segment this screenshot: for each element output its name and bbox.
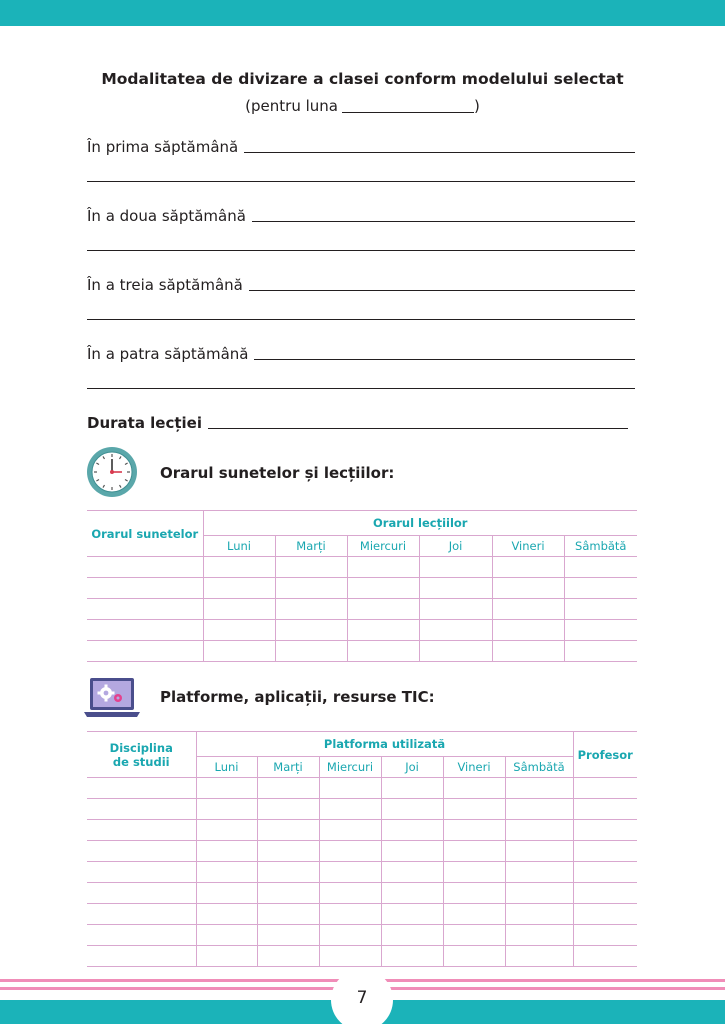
table-cell[interactable]: [275, 557, 347, 578]
table-cell[interactable]: [87, 883, 196, 904]
schedule-group-header: Orarul lecțiilor: [203, 511, 637, 536]
week-2-line-2[interactable]: [87, 250, 635, 251]
table-cell[interactable]: [443, 841, 505, 862]
week-4-blank[interactable]: [254, 358, 635, 360]
table-cell[interactable]: [381, 883, 443, 904]
table-cell[interactable]: [443, 904, 505, 925]
week-3-blank[interactable]: [249, 289, 635, 291]
table-cell[interactable]: [492, 599, 564, 620]
platforms-section-title: Platforme, aplicații, resurse TIC:: [160, 688, 435, 706]
table-cell[interactable]: [381, 778, 443, 799]
subtitle-prefix: (pentru luna: [245, 97, 338, 115]
table-cell[interactable]: [275, 620, 347, 641]
page-subtitle: [0, 97, 725, 115]
table-cell[interactable]: [87, 820, 196, 841]
schedule-day-header: Vineri: [492, 536, 564, 557]
table-cell[interactable]: [87, 778, 196, 799]
week-2-blank[interactable]: [252, 220, 635, 222]
table-cell[interactable]: [505, 820, 573, 841]
week-4-label: În a patra săptămână: [87, 345, 249, 363]
table-cell[interactable]: [381, 904, 443, 925]
table-cell[interactable]: [443, 820, 505, 841]
month-blank[interactable]: [342, 98, 474, 113]
duration-label: Durata lecției: [87, 414, 202, 432]
table-row: [87, 820, 637, 841]
platforms-group-header: Platforma utilizată: [196, 732, 573, 757]
table-cell[interactable]: [419, 557, 492, 578]
table-cell[interactable]: [505, 883, 573, 904]
table-cell[interactable]: [381, 799, 443, 820]
table-row: [87, 904, 637, 925]
table-cell[interactable]: [505, 946, 573, 967]
table-cell[interactable]: [381, 946, 443, 967]
table-cell[interactable]: [505, 841, 573, 862]
platforms-table: [87, 731, 637, 967]
table-cell[interactable]: [319, 925, 381, 946]
table-cell[interactable]: [196, 862, 257, 883]
table-row: [87, 599, 637, 620]
table-cell[interactable]: [257, 778, 319, 799]
table-cell[interactable]: [573, 841, 637, 862]
table-cell[interactable]: [203, 641, 275, 662]
table-cell[interactable]: [319, 904, 381, 925]
table-cell[interactable]: [505, 862, 573, 883]
table-cell[interactable]: [196, 883, 257, 904]
week-3-line-2[interactable]: [87, 319, 635, 320]
duration-blank[interactable]: [208, 427, 628, 429]
table-cell[interactable]: [87, 620, 203, 641]
table-row: [87, 883, 637, 904]
table-cell[interactable]: [573, 820, 637, 841]
table-cell[interactable]: [573, 778, 637, 799]
table-cell[interactable]: [492, 620, 564, 641]
table-cell[interactable]: [87, 946, 196, 967]
schedule-day-header: Luni: [203, 536, 275, 557]
table-cell[interactable]: [196, 925, 257, 946]
teacher-col-header: Profesor: [573, 732, 637, 778]
discipline-line-1: Disciplina: [109, 740, 173, 755]
table-cell[interactable]: [564, 578, 637, 599]
table-cell[interactable]: [196, 904, 257, 925]
table-cell[interactable]: [87, 862, 196, 883]
week-3-row: [87, 276, 635, 294]
platforms-day-header: Miercuri: [319, 757, 381, 778]
table-cell[interactable]: [275, 599, 347, 620]
table-cell[interactable]: [257, 799, 319, 820]
table-cell[interactable]: [347, 578, 419, 599]
table-cell[interactable]: [196, 841, 257, 862]
platforms-day-header: Marți: [257, 757, 319, 778]
table-cell[interactable]: [419, 620, 492, 641]
table-cell[interactable]: [443, 946, 505, 967]
table-cell[interactable]: [505, 904, 573, 925]
table-row: [87, 778, 637, 799]
table-cell[interactable]: [564, 641, 637, 662]
week-2-label: În a doua săptămână: [87, 207, 246, 225]
table-cell[interactable]: [419, 578, 492, 599]
platforms-day-header: Vineri: [443, 757, 505, 778]
week-1-blank[interactable]: [244, 151, 635, 153]
table-row: [87, 620, 637, 641]
table-cell[interactable]: [87, 925, 196, 946]
table-cell[interactable]: [203, 578, 275, 599]
table-cell[interactable]: [492, 578, 564, 599]
table-cell[interactable]: [257, 925, 319, 946]
table-cell[interactable]: [381, 820, 443, 841]
platforms-day-header: Sâmbătă: [505, 757, 573, 778]
week-1-label: În prima săptămână: [87, 138, 239, 156]
table-cell[interactable]: [381, 925, 443, 946]
table-cell[interactable]: [319, 946, 381, 967]
table-cell[interactable]: [319, 841, 381, 862]
table-cell[interactable]: [347, 620, 419, 641]
page-number: 7: [356, 988, 368, 1008]
table-cell[interactable]: [319, 799, 381, 820]
table-cell[interactable]: [196, 778, 257, 799]
table-cell[interactable]: [257, 946, 319, 967]
table-cell[interactable]: [419, 641, 492, 662]
table-cell[interactable]: [347, 641, 419, 662]
table-cell[interactable]: [87, 904, 196, 925]
table-cell[interactable]: [564, 599, 637, 620]
table-row: [87, 925, 637, 946]
table-cell[interactable]: [257, 862, 319, 883]
table-cell[interactable]: [203, 620, 275, 641]
page-title: Modalitatea de divizare a clasei conform modelului selectat: [101, 70, 624, 88]
table-cell[interactable]: [505, 778, 573, 799]
table-cell[interactable]: [257, 841, 319, 862]
week-4-line-2[interactable]: [87, 388, 635, 389]
platforms-day-header: Luni: [196, 757, 257, 778]
table-cell[interactable]: [573, 883, 637, 904]
table-cell[interactable]: [275, 641, 347, 662]
table-cell[interactable]: [87, 841, 196, 862]
week-4-row: [87, 345, 635, 363]
week-1-row: [87, 138, 635, 156]
schedule-first-col-header: Orarul sunetelor: [87, 511, 203, 557]
table-cell[interactable]: [381, 862, 443, 883]
table-cell[interactable]: [257, 820, 319, 841]
table-row: [87, 841, 637, 862]
table-cell[interactable]: [573, 925, 637, 946]
table-cell[interactable]: [443, 862, 505, 883]
schedule-day-header: Marți: [275, 536, 347, 557]
clock-icon: [86, 446, 138, 498]
table-cell[interactable]: [492, 557, 564, 578]
table-cell[interactable]: [573, 946, 637, 967]
week-2-row: [87, 207, 635, 225]
platforms-day-header: Joi: [381, 757, 443, 778]
table-row: [87, 799, 637, 820]
table-cell[interactable]: [419, 599, 492, 620]
table-row: [87, 578, 637, 599]
schedule-day-header: Miercuri: [347, 536, 419, 557]
schedule-table: [87, 510, 637, 662]
table-cell[interactable]: [319, 883, 381, 904]
table-cell[interactable]: [319, 778, 381, 799]
table-cell[interactable]: [443, 799, 505, 820]
table-cell[interactable]: [492, 641, 564, 662]
laptop-gears-icon: [82, 676, 142, 720]
table-cell[interactable]: [573, 799, 637, 820]
duration-row: [87, 414, 628, 432]
table-cell[interactable]: [196, 799, 257, 820]
table-cell[interactable]: [203, 599, 275, 620]
table-cell[interactable]: [319, 862, 381, 883]
table-cell[interactable]: [347, 557, 419, 578]
table-cell[interactable]: [319, 820, 381, 841]
table-cell[interactable]: [87, 557, 203, 578]
table-cell[interactable]: [564, 620, 637, 641]
schedule-day-header: Sâmbătă: [564, 536, 637, 557]
table-cell[interactable]: [203, 557, 275, 578]
table-cell[interactable]: [443, 925, 505, 946]
schedule-day-header: Joi: [419, 536, 492, 557]
table-cell[interactable]: [443, 778, 505, 799]
table-cell[interactable]: [196, 946, 257, 967]
top-banner: [0, 0, 725, 26]
subtitle-suffix: ): [473, 97, 480, 115]
week-1-line-2[interactable]: [87, 181, 635, 182]
table-row: [87, 862, 637, 883]
discipline-line-2: de studii: [112, 754, 170, 769]
table-cell[interactable]: [443, 883, 505, 904]
week-3-label: În a treia săptămână: [87, 276, 243, 294]
schedule-section-title: Orarul sunetelor și lecțiilor:: [160, 464, 395, 482]
table-cell[interactable]: [275, 578, 347, 599]
table-cell[interactable]: [87, 578, 203, 599]
table-cell[interactable]: [573, 862, 637, 883]
table-cell[interactable]: [87, 799, 196, 820]
table-cell[interactable]: [505, 925, 573, 946]
table-cell[interactable]: [381, 841, 443, 862]
table-cell[interactable]: [196, 820, 257, 841]
table-cell[interactable]: [347, 599, 419, 620]
table-cell[interactable]: [257, 904, 319, 925]
table-cell[interactable]: [564, 557, 637, 578]
table-cell[interactable]: [87, 599, 203, 620]
table-row: [87, 946, 637, 967]
table-cell[interactable]: [505, 799, 573, 820]
table-cell[interactable]: [87, 641, 203, 662]
platforms-first-col-header: [87, 732, 196, 778]
table-cell[interactable]: [573, 904, 637, 925]
table-row: [87, 557, 637, 578]
table-cell[interactable]: [257, 883, 319, 904]
table-row: [87, 641, 637, 662]
